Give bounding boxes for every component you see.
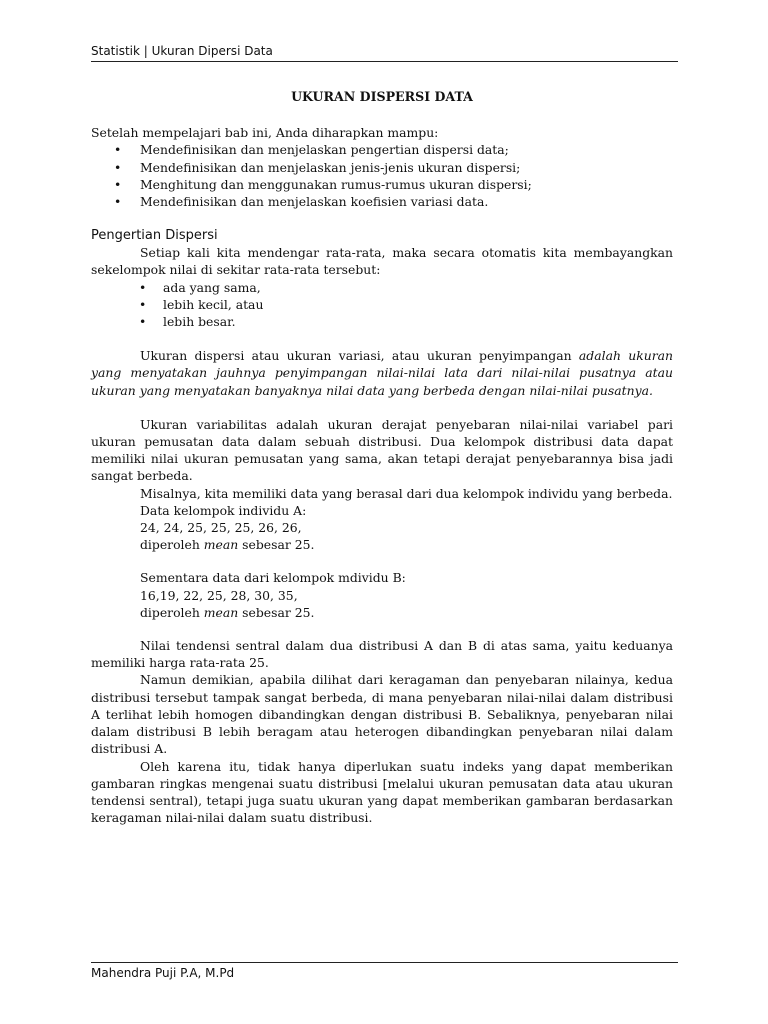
paragraph-central-tendency: Nilai tendensi sentral dalam dua distribusi A dan B di atas sama, yaitu keduanya memiliki harga rata-rata 25.	[91, 638, 673, 671]
objective-item: • Menghitung dan menggunakan rumus-rumus ukuran dispersi;	[91, 176, 673, 193]
page-header	[91, 44, 678, 62]
group-a-result-post: sebesar 25.	[238, 537, 315, 553]
sub-list-item: • lebih besar.	[91, 313, 673, 330]
group-a-result-mean: mean	[203, 537, 239, 553]
paragraph-diversity: Namun demikian, apabila dilihat dari keragaman dan penyebaran nilainya, kedua distribusi tersebut tampak sangat berbeda, di mana penyebaran nilai-nilai dalam distribusi A terlihat lebih homogen dibandingkan dengan distribusi B. Sebaliknya, penyebaran nilai dalam distribusi B lebih beragam atau heterogen dibandingkan penyebaran nilai dalam distribusi A.	[91, 672, 673, 757]
page-footer	[91, 962, 678, 980]
group-b-result-post: sebesar 25.	[238, 604, 315, 620]
group-b-result	[140, 604, 673, 621]
section-heading: Pengertian Dispersi	[91, 228, 218, 244]
header-text: Statistik | Ukuran Dipersi Data	[91, 44, 273, 58]
group-a-label: Data kelompok individu A:	[140, 502, 307, 518]
objectives-list	[91, 141, 673, 210]
group-a-values: 24, 24, 25, 25, 25, 26, 26,	[140, 520, 302, 536]
sub-list-item: • ada yang sama,	[91, 279, 673, 296]
objective-item: • Mendefinisikan dan menjelaskan pengertian dispersi data;	[91, 141, 673, 158]
group-b-values: 16,19, 22, 25, 28, 30, 35,	[140, 587, 298, 603]
group-b-result-mean: mean	[203, 604, 239, 620]
paragraph-example: Misalnya, kita memiliki data yang berasal dari dua kelompok individu yang berbeda.	[140, 485, 673, 501]
group-a-result	[140, 536, 673, 553]
paragraph-variability: Ukuran variabilitas adalah ukuran derajat penyebaran nilai-nilai variabel pari ukuran pemusatan data dalam sebuah distribusi. Dua kelompok distribusi data dapat memiliki nilai ukuran pemusatan yang sama, akan tetapi derajat penyebarannya bisa jadi sangat berbeda.	[91, 416, 673, 484]
paragraph-definition	[91, 347, 673, 399]
group-b-block	[91, 569, 673, 621]
paragraph-intro: Setiap kali kita mendengar rata-rata, maka secara otomatis kita membayangkan sekelompok nilai di sekitar rata-rata tersebut:	[91, 245, 673, 278]
group-b-result-pre: diperoleh	[140, 604, 204, 620]
group-a-result-pre: diperoleh	[140, 537, 204, 553]
sub-list-item: • lebih kecil, atau	[91, 296, 673, 313]
objective-item: • Mendefinisikan dan menjelaskan koefisien variasi data.	[91, 193, 673, 210]
definition-text: Ukuran dispersi atau ukuran variasi, atau ukuran penyimpangan	[140, 348, 579, 364]
document-title: UKURAN DISPERSI DATA	[291, 89, 473, 104]
intro-text: Setelah mempelajari bab ini, Anda diharapkan mampu:	[91, 125, 439, 141]
paragraph-conclusion: Oleh karena itu, tidak hanya diperlukan suatu indeks yang dapat memberikan gambaran ringkas mengenai suatu distribusi [melalui ukuran pemusatan data atau ukuran tendensi sentral), tetapi juga suatu ukuran yang dapat memberikan gambaran berdasarkan keragaman nilai-nilai dalam suatu distribusi.	[91, 758, 673, 826]
group-b-label: Sementara data dari kelompok mdividu B:	[140, 570, 406, 586]
footer-author: Mahendra Puji P.A, M.Pd	[91, 966, 235, 980]
definition-italic: adalah ukuran yang menyatakan jauhnya penyimpangan nilai-nilai lata dari nilai-nilai pusatnya atau ukuran yang menyatakan banyaknya nilai data yang berbeda dengan nilai-nilai pusatnya.	[91, 348, 674, 398]
group-a-block	[91, 502, 673, 554]
sub-list	[91, 279, 673, 331]
objective-item: • Mendefinisikan dan menjelaskan jenis-jenis ukuran dispersi;	[91, 159, 673, 176]
page-content	[91, 88, 673, 826]
